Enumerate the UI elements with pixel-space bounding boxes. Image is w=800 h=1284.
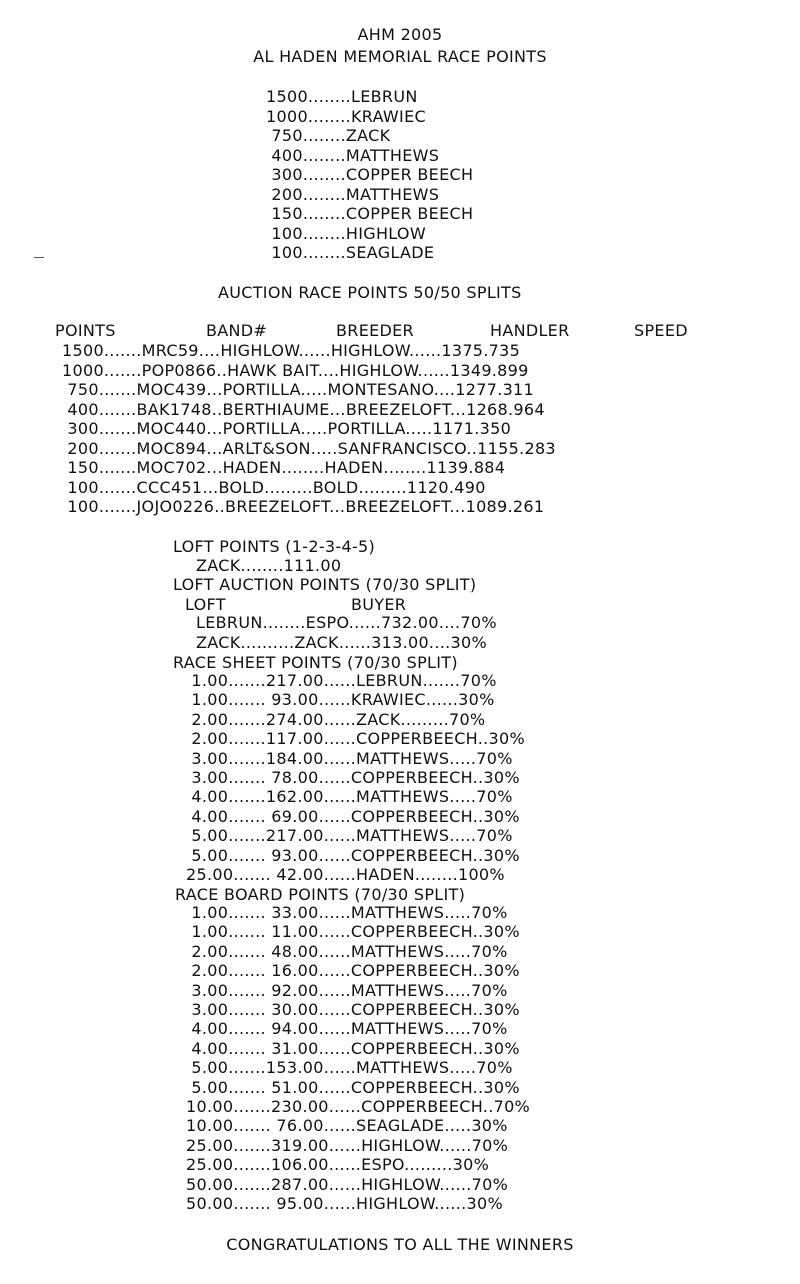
memorial-points-row: 200........MATTHEWS: [266, 184, 440, 204]
auction-column-header: HANDLER: [490, 321, 570, 340]
loft-points-title: LOFT POINTS (1-2-3-4-5): [173, 537, 376, 556]
race-board-row: 5.00.......153.00......MATTHEWS.....70%: [186, 1058, 513, 1078]
loft-auction-title: LOFT AUCTION POINTS (70/30 SPLIT): [173, 575, 477, 594]
auction-table-row: 1500.......MRC59....HIGHLOW......HIGHLOW......1375.735: [62, 341, 521, 360]
auction-table-row: 100.......JOJO0226..BREEZELOFT...BREEZELOFT...1089.261: [62, 497, 545, 516]
auction-table-row: 100.......CCC451...BOLD.........BOLD.........1120.490: [62, 477, 486, 497]
race-sheet-row: 2.00.......117.00......COPPERBEECH..30%: [186, 729, 525, 749]
document-subtitle: AL HADEN MEMORIAL RACE POINTS: [253, 47, 547, 66]
race-board-row: 2.00....... 16.00......COPPERBEECH..30%: [186, 961, 520, 981]
loft-auction-column-header: LOFT: [185, 595, 226, 614]
race-board-row: 10.00....... 76.00......SEAGLADE.....30%: [186, 1116, 508, 1136]
loft-auction-row: LEBRUN........ESPO......732.00....70%: [196, 613, 497, 632]
race-sheet-row: 3.00....... 78.00......COPPERBEECH..30%: [186, 768, 520, 787]
race-sheet-row: 3.00.......184.00......MATTHEWS.....70%: [186, 748, 513, 768]
race-board-row: 2.00....... 48.00......MATTHEWS.....70%: [186, 941, 508, 961]
memorial-points-row: 100........HIGHLOW: [266, 223, 426, 243]
closing-message: CONGRATULATIONS TO ALL THE WINNERS: [226, 1235, 574, 1254]
loft-auction-column-header: BUYER: [351, 595, 407, 614]
memorial-points-row: 750........ZACK: [266, 126, 391, 145]
race-sheet-row: 4.00.......162.00......MATTHEWS.....70%: [186, 787, 513, 807]
race-board-row: 1.00....... 11.00......COPPERBEECH..30%: [186, 922, 520, 942]
race-board-row: 3.00....... 92.00......MATTHEWS.....70%: [186, 980, 508, 1000]
race-sheet-row: 2.00.......274.00......ZACK.........70%: [186, 709, 486, 729]
memorial-points-row: 400........MATTHEWS: [266, 145, 440, 165]
race-board-row: 5.00....... 51.00......COPPERBEECH..30%: [186, 1077, 520, 1097]
auction-table-row: 750.......MOC439...PORTILLA.....MONTESANO....1277.311: [62, 380, 535, 399]
race-sheet-row: 5.00.......217.00......MATTHEWS.....70%: [186, 826, 513, 846]
memorial-points-row: 150........COPPER BEECH: [266, 204, 474, 223]
memorial-points-row: 300........COPPER BEECH: [266, 165, 474, 184]
auction-table-row: 150.......MOC702...HADEN........HADEN........1139.884: [62, 458, 506, 477]
race-sheet-row: 1.00....... 93.00......KRAWIEC......30%: [186, 690, 495, 710]
stray-mark: [34, 257, 44, 258]
memorial-points-row: 1000........KRAWIEC: [266, 106, 426, 126]
race-board-row: 10.00.......230.00......COPPERBEECH..70%: [186, 1097, 531, 1116]
auction-column-header: SPEED: [634, 321, 688, 340]
race-board-row: 4.00....... 31.00......COPPERBEECH..30%: [186, 1038, 520, 1058]
race-sheet-row: 25.00....... 42.00......HADEN........100%: [186, 865, 505, 884]
race-board-row: 1.00....... 33.00......MATTHEWS.....70%: [186, 903, 508, 922]
auction-table-row: 1000.......POP0866..HAWK BAIT....HIGHLOW......1349.899: [62, 360, 529, 380]
auction-table-row: 400.......BAK1748..BERTHIAUME...BREEZELOFT...1268.964: [62, 399, 545, 419]
auction-section-title: AUCTION RACE POINTS 50/50 SPLITS: [218, 283, 522, 302]
memorial-points-row: 1500........LEBRUN: [266, 87, 418, 106]
loft-points-row: ZACK........111.00: [196, 556, 342, 575]
race-board-row: 50.00.......287.00......HIGHLOW......70%: [186, 1174, 509, 1194]
auction-column-header: BREEDER: [336, 321, 414, 340]
race-sheet-row: 5.00....... 93.00......COPPERBEECH..30%: [186, 845, 520, 865]
loft-auction-row: ZACK..........ZACK......313.00....30%: [196, 632, 487, 652]
auction-table-row: 300.......MOC440...PORTILLA.....PORTILLA.....1171.350: [62, 419, 512, 438]
race-board-title: RACE BOARD POINTS (70/30 SPLIT): [175, 885, 466, 904]
race-sheet-title: RACE SHEET POINTS (70/30 SPLIT): [173, 653, 458, 672]
race-sheet-row: 1.00.......217.00......LEBRUN.......70%: [186, 671, 497, 690]
race-board-row: 3.00....... 30.00......COPPERBEECH..30%: [186, 1000, 520, 1019]
auction-table-row: 200.......MOC894...ARLT&SON.....SANFRANCISCO..1155.283: [62, 438, 556, 458]
auction-column-header: BAND#: [206, 321, 268, 340]
race-board-row: 4.00....... 94.00......MATTHEWS.....70%: [186, 1019, 508, 1039]
auction-column-header: POINTS: [55, 321, 116, 340]
race-board-row: 25.00.......319.00......HIGHLOW......70%: [186, 1135, 509, 1155]
document-title: AHM 2005: [357, 25, 443, 44]
race-board-row: 25.00.......106.00......ESPO.........30%: [186, 1155, 490, 1175]
race-sheet-row: 4.00....... 69.00......COPPERBEECH..30%: [186, 806, 520, 826]
memorial-points-row: 100........SEAGLADE: [266, 243, 435, 262]
race-board-row: 50.00....... 95.00......HIGHLOW......30%: [186, 1194, 503, 1213]
